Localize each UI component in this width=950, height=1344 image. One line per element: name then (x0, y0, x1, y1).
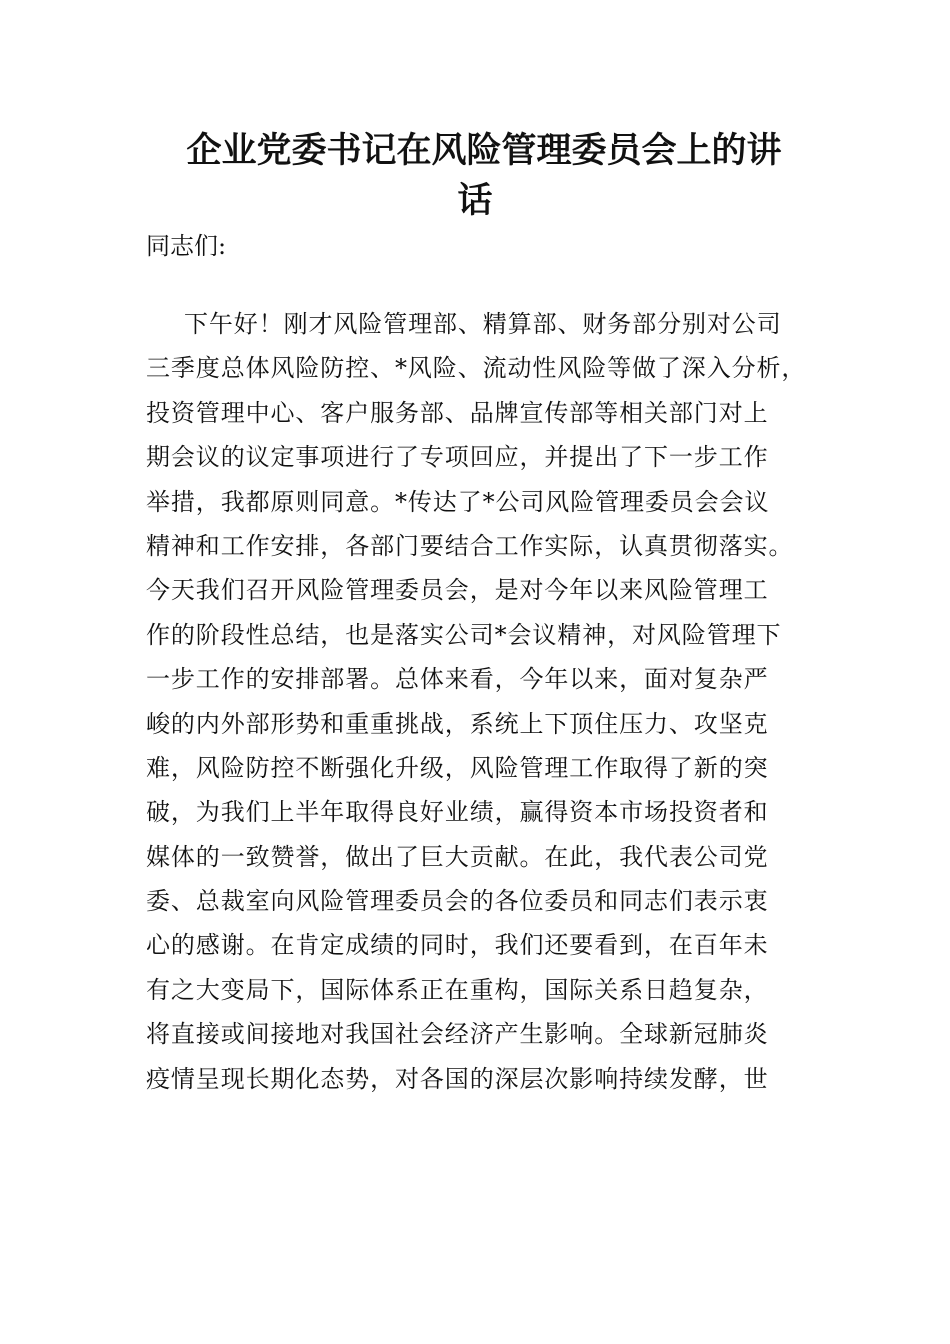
body-line: 委、总裁室向风险管理委员会的各位委员和同志们表示衷 (146, 887, 769, 916)
title-line-2: 话 (457, 180, 493, 221)
body-text (146, 306, 826, 1105)
body-line: 精神和工作安排，各部门要结合工作实际，认真贯彻落实。 (146, 531, 794, 560)
body-line: 下午好！刚才风险管理部、精算部、财务部分别对公司 (184, 310, 782, 338)
body-line: 三季度总体风险防控、*风险、流动性风险等做了深入分析， (146, 354, 807, 383)
salutation: 同志们: (146, 232, 227, 260)
body-line: 疫情呈现长期化态势，对各国的深层次影响持续发酵，世 (146, 1064, 769, 1093)
body-line: 破，为我们上半年取得良好业绩，赢得资本市场投资者和 (146, 798, 769, 827)
body-line: 峻的内外部形势和重重挑战，系统上下顶住压力、攻坚克 (146, 709, 769, 738)
body-line: 心的感谢。在肯定成绩的同时，我们还要看到，在百年未 (146, 931, 769, 960)
body-line: 一步工作的安排部署。总体来看，今年以来，面对复杂严 (146, 665, 769, 694)
body-line: 投资管理中心、客户服务部、品牌宣传部等相关部门对上 (146, 398, 769, 427)
title-line-1: 企业党委书记在风险管理委员会上的讲 (186, 130, 782, 171)
body-line: 期会议的议定事项进行了专项回应，并提出了下一步工作 (146, 443, 769, 472)
body-line: 有之大变局下，国际体系正在重构，国际关系日趋复杂， (146, 975, 769, 1004)
document-title (0, 126, 950, 226)
body-line: 将直接或间接地对我国社会经济产生影响。全球新冠肺炎 (146, 1020, 769, 1049)
body-line: 今天我们召开风险管理委员会，是对今年以来风险管理工 (146, 576, 769, 605)
body-line: 难，风险防控不断强化升级，风险管理工作取得了新的突 (146, 753, 769, 782)
body-line: 举措，我都原则同意。*传达了*公司风险管理委员会会议 (146, 487, 770, 516)
body-line: 作的阶段性总结，也是落实公司*会议精神，对风险管理下 (146, 620, 782, 649)
body-line: 媒体的一致赞誉，做出了巨大贡献。在此，我代表公司党 (146, 842, 769, 871)
